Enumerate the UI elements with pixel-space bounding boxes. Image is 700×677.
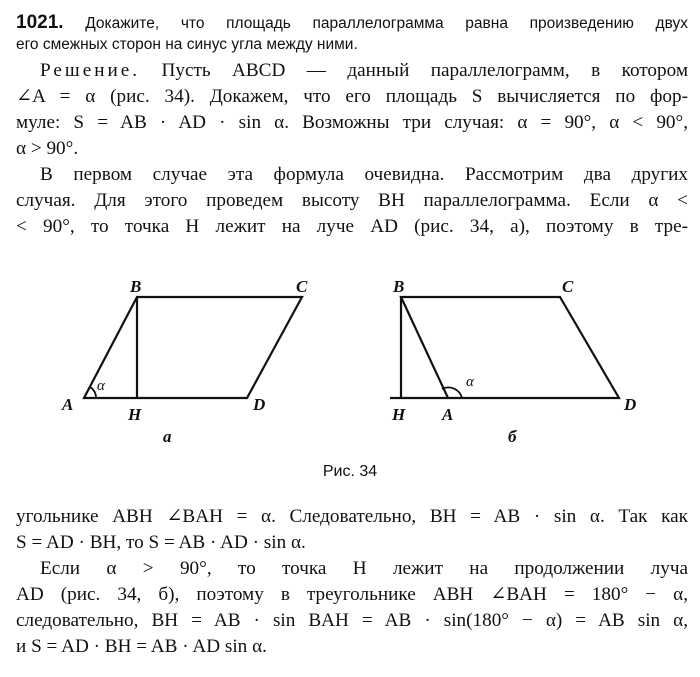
label-a-left: A [62, 395, 74, 414]
label-b-left: B [130, 277, 142, 296]
label-d-left: D [253, 395, 266, 414]
label-d-right: D [624, 395, 637, 414]
problem-text-line-2: его смежных сторон на синус угла между ними. [16, 36, 358, 53]
p2-line-2: случая. Для этого проведем высоту BH параллелограмма. Если α < [16, 190, 688, 211]
label-h-right: H [392, 405, 406, 424]
figure-34 [0, 270, 700, 460]
label-a-right: A [442, 405, 454, 424]
label-c-left: C [296, 277, 308, 296]
p4-line-3: следовательно, BH = AB · sin BAH = AB · sin(180° − α) = AB sin α, [16, 610, 688, 631]
solution-heading: Решение. [40, 60, 141, 81]
p4-line-2: AD (рис. 34, б), поэтому в треугольнике ABH ∠BAH = 180° − α, [16, 584, 688, 605]
label-c-right: C [562, 277, 574, 296]
p3-line-1: угольнике ABH ∠BAH = α. Следовательно, BH = AB · sin α. Так как [16, 506, 688, 527]
p1-line-4: α > 90°. [16, 138, 79, 159]
sublabel-a: а [163, 427, 172, 446]
solution-paragraph-2 [16, 162, 688, 240]
p1-line-3: муле: S = AB · AD · sin α. Возможны три случая: α = 90°, α < 90°, [16, 112, 688, 133]
problem-text-line-1: Докажите, что площадь параллелограмма равна произведению двух [85, 15, 688, 32]
solution-paragraph-4 [16, 556, 688, 660]
figure-caption: Рис. 34 [322, 463, 378, 480]
angle-alpha-right: α [466, 374, 474, 390]
parallelogram-abcd-right [401, 297, 619, 398]
label-h-left: H [128, 405, 142, 424]
p1-line-2: ∠A = α (рис. 34). Докажем, что его площадь S вычисляется по фор- [16, 86, 688, 107]
problem-statement [16, 12, 688, 55]
angle-arc-left [90, 387, 96, 398]
sublabel-b: б [508, 427, 517, 446]
p3-line-2: S = AD · BH, то S = AB · AD · sin α. [16, 532, 306, 553]
figure-right-parallelogram [390, 297, 619, 398]
solution-paragraph-3 [16, 504, 688, 556]
p2-line-3: < 90°, то точка H лежит на луче AD (рис. 34, а), поэтому в тре- [16, 216, 688, 237]
p4-line-4: и S = AD · BH = AB · AD sin α. [16, 636, 267, 657]
figure-left-parallelogram [84, 297, 302, 398]
p1-line-1: Пусть ABCD — данный параллелограмм, в котором [140, 60, 688, 81]
p4-line-1: Если α > 90°, то точка H лежит на продолжении луча [40, 558, 688, 579]
parallelogram-abcd-left [84, 297, 302, 398]
angle-alpha-left: α [97, 378, 105, 394]
label-b-right: B [393, 277, 405, 296]
p2-line-1: В первом случае эта формула очевидна. Рассмотрим два других [40, 164, 688, 185]
solution-paragraph-1 [16, 58, 688, 162]
problem-number: 1021. [16, 12, 64, 33]
